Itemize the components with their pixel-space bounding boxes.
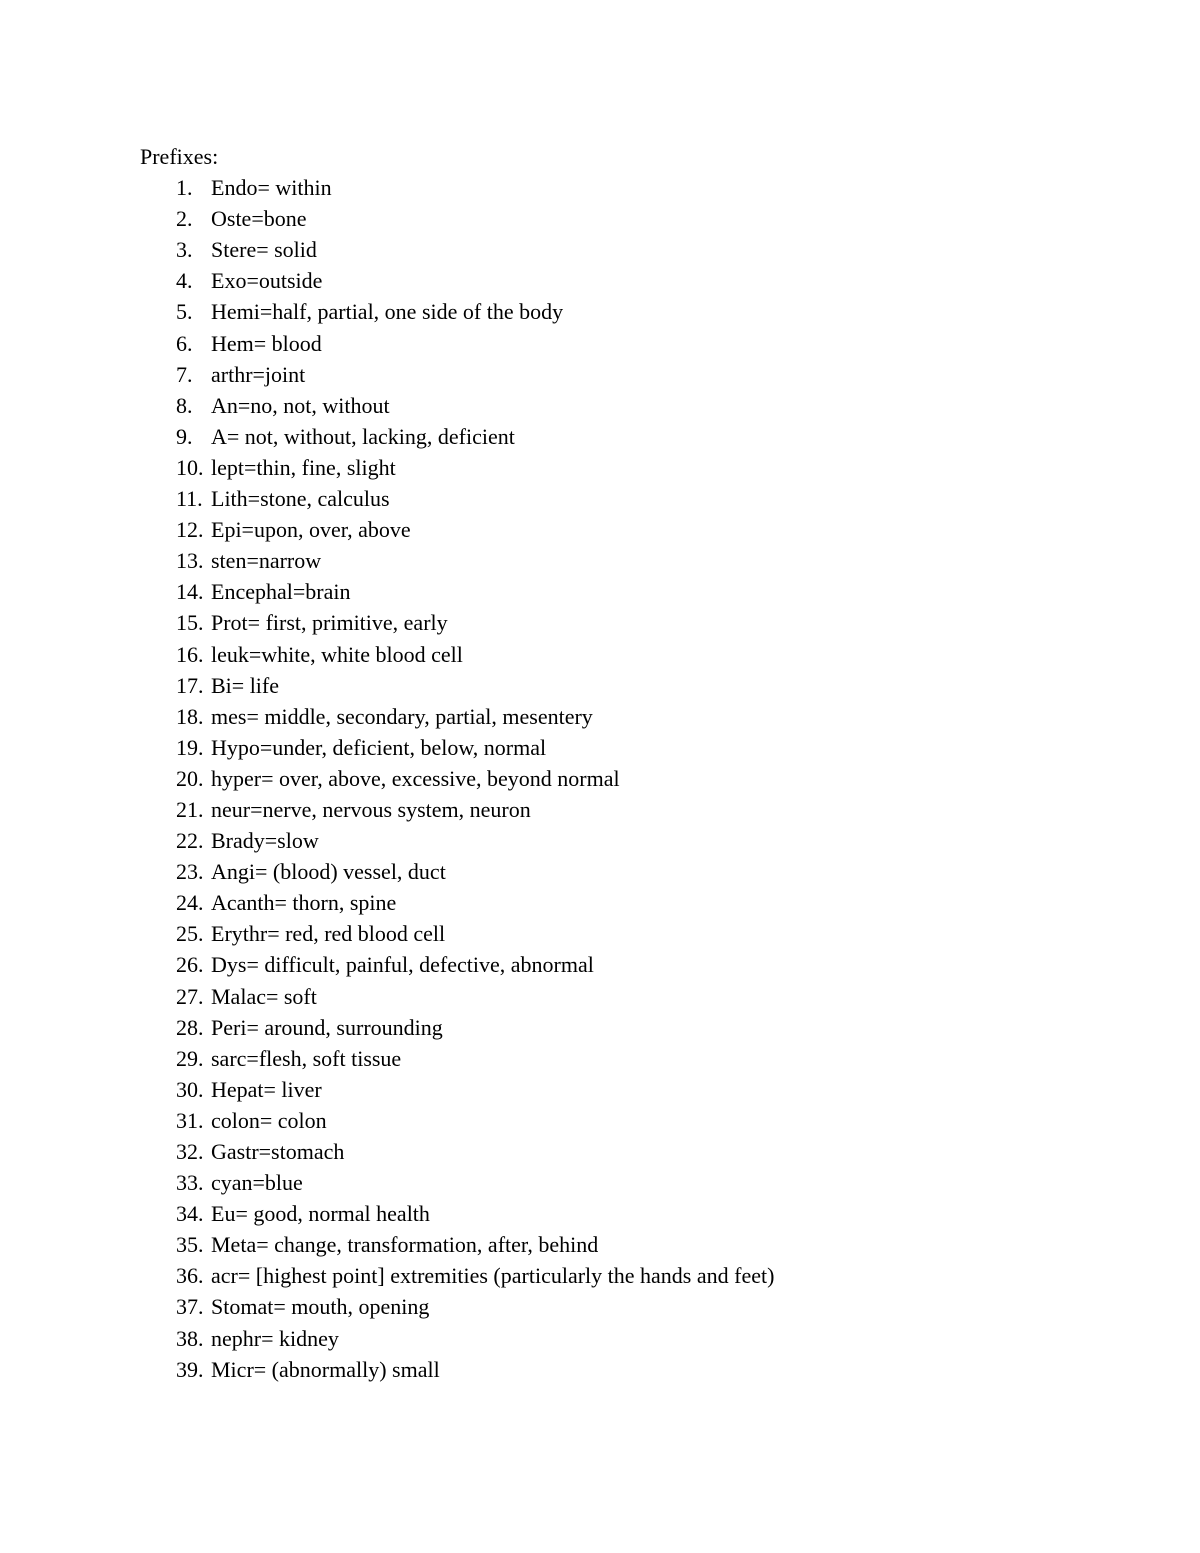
list-item-number: 26. bbox=[176, 952, 204, 978]
list-item-number: 6. bbox=[176, 330, 193, 356]
list-item bbox=[140, 203, 1080, 234]
list-item-text: Acanth= thorn, spine bbox=[211, 890, 397, 916]
list-item-text: Encephal=brain bbox=[211, 579, 351, 605]
list-item bbox=[140, 1323, 1080, 1354]
list-item-number: 13. bbox=[176, 548, 204, 574]
list-item-text: Dys= difficult, painful, defective, abnormal bbox=[211, 952, 594, 978]
list-item bbox=[140, 172, 1080, 203]
list-item-text: nephr= kidney bbox=[211, 1325, 339, 1351]
list-item bbox=[140, 1198, 1080, 1229]
list-item-text: Gastr=stomach bbox=[211, 1139, 345, 1164]
list-item-number: 29. bbox=[176, 1045, 204, 1071]
list-item bbox=[140, 390, 1080, 421]
list-item-text: Endo= within bbox=[211, 175, 332, 201]
list-item bbox=[140, 514, 1080, 545]
list-item-text: colon= colon bbox=[211, 1107, 327, 1133]
list-item bbox=[140, 1260, 1080, 1291]
list-item-number: 9. bbox=[176, 423, 193, 449]
list-item-number: 16. bbox=[176, 641, 204, 667]
list-item-text: Eu= good, normal health bbox=[211, 1201, 430, 1227]
list-item-number: 4. bbox=[176, 268, 193, 294]
list-item bbox=[140, 1012, 1080, 1043]
list-item bbox=[140, 1043, 1080, 1074]
list-item bbox=[140, 1136, 1080, 1167]
list-item-number: 39. bbox=[176, 1356, 204, 1382]
list-item-number: 38. bbox=[176, 1325, 204, 1351]
list-item bbox=[140, 856, 1080, 887]
list-item-number: 31. bbox=[176, 1107, 204, 1133]
list-item bbox=[140, 452, 1080, 483]
list-item-text: Exo=outside bbox=[211, 268, 323, 294]
list-item-number: 28. bbox=[176, 1014, 204, 1040]
list-item-number: 20. bbox=[176, 765, 204, 791]
list-item-text: Brady=slow bbox=[211, 828, 319, 854]
list-item-number: 11. bbox=[176, 486, 203, 512]
list-item bbox=[140, 1167, 1080, 1198]
list-item bbox=[140, 234, 1080, 265]
list-item bbox=[140, 421, 1080, 452]
list-item bbox=[140, 1074, 1080, 1105]
list-item-number: 19. bbox=[176, 734, 204, 760]
list-item-text: Hypo=under, deficient, below, normal bbox=[211, 734, 547, 760]
list-item bbox=[140, 981, 1080, 1012]
list-item bbox=[140, 887, 1080, 918]
list-item bbox=[140, 483, 1080, 514]
list-item-number: 27. bbox=[176, 983, 204, 1009]
list-item-text: sten=narrow bbox=[211, 548, 322, 574]
list-item-number: 12. bbox=[176, 517, 204, 543]
list-item-text: lept=thin, fine, slight bbox=[211, 454, 396, 480]
list-item-number: 33. bbox=[176, 1170, 204, 1196]
list-item-number: 18. bbox=[176, 703, 204, 729]
list-item-number: 37. bbox=[176, 1294, 204, 1320]
list-item-number: 10. bbox=[176, 454, 204, 480]
list-item-number: 17. bbox=[176, 672, 204, 698]
list-item bbox=[140, 296, 1080, 327]
list-item bbox=[140, 763, 1080, 794]
list-item bbox=[140, 545, 1080, 576]
list-item-text: Micr= (abnormally) small bbox=[211, 1356, 440, 1382]
list-item-number: 30. bbox=[176, 1076, 204, 1102]
prefix-list bbox=[140, 172, 1080, 1385]
list-item bbox=[140, 359, 1080, 390]
list-item bbox=[140, 1229, 1080, 1260]
list-item-number: 34. bbox=[176, 1201, 204, 1227]
document-content bbox=[140, 141, 1080, 1385]
list-item-text: Lith=stone, calculus bbox=[211, 486, 390, 512]
list-item-text: neur=nerve, nervous system, neuron bbox=[211, 796, 531, 822]
list-item-number: 25. bbox=[176, 921, 204, 947]
list-item-text: Prot= first, primitive, early bbox=[211, 610, 448, 636]
list-item bbox=[140, 825, 1080, 856]
list-item-number: 14. bbox=[176, 579, 204, 605]
list-item-text: Bi= life bbox=[211, 672, 280, 698]
list-item bbox=[140, 576, 1080, 607]
list-item bbox=[140, 918, 1080, 949]
list-item-text: Hem= blood bbox=[211, 330, 322, 356]
list-item-number: 1. bbox=[176, 175, 193, 201]
list-item bbox=[140, 1354, 1080, 1385]
list-item-number: 32. bbox=[176, 1139, 204, 1164]
list-item-text: acr= [highest point] extremities (particularly the hands and feet) bbox=[211, 1263, 775, 1289]
list-item-text: Hepat= liver bbox=[211, 1076, 322, 1102]
list-item-text: Oste=bone bbox=[211, 206, 307, 232]
list-item-text: Malac= soft bbox=[211, 983, 317, 1009]
list-item-text: hyper= over, above, excessive, beyond normal bbox=[211, 765, 620, 791]
list-item-text: Stere= solid bbox=[211, 237, 317, 263]
list-item-text: leuk=white, white blood cell bbox=[211, 641, 463, 667]
list-item-text: A= not, without, lacking, deficient bbox=[211, 423, 515, 449]
list-item-number: 8. bbox=[176, 392, 193, 418]
list-item-text: sarc=flesh, soft tissue bbox=[211, 1045, 402, 1071]
list-item-number: 21. bbox=[176, 796, 204, 822]
list-item-number: 15. bbox=[176, 610, 204, 636]
list-item bbox=[140, 265, 1080, 296]
list-item bbox=[140, 328, 1080, 359]
list-item-text: Hemi=half, partial, one side of the body bbox=[211, 299, 564, 325]
list-item bbox=[140, 949, 1080, 980]
list-item-text: cyan=blue bbox=[211, 1170, 303, 1196]
list-item-text: mes= middle, secondary, partial, mesentery bbox=[211, 703, 593, 729]
list-item-number: 24. bbox=[176, 890, 204, 916]
list-item-text: arthr=joint bbox=[211, 361, 306, 387]
list-item bbox=[140, 1105, 1080, 1136]
list-item bbox=[140, 670, 1080, 701]
list-item-text: Meta= change, transformation, after, behind bbox=[211, 1232, 599, 1258]
list-item-text: Stomat= mouth, opening bbox=[211, 1294, 430, 1320]
list-item bbox=[140, 639, 1080, 670]
list-item bbox=[140, 794, 1080, 825]
list-item-number: 5. bbox=[176, 299, 193, 325]
page-title: Prefixes: bbox=[140, 144, 219, 169]
list-item-number: 3. bbox=[176, 237, 193, 263]
list-item-text: An=no, not, without bbox=[211, 392, 390, 418]
list-item-text: Angi= (blood) vessel, duct bbox=[211, 859, 446, 885]
list-item-number: 2. bbox=[176, 206, 193, 232]
list-item bbox=[140, 732, 1080, 763]
list-item-text: Erythr= red, red blood cell bbox=[211, 921, 446, 947]
list-item-text: Peri= around, surrounding bbox=[211, 1014, 443, 1040]
list-item bbox=[140, 1291, 1080, 1322]
list-item-text: Epi=upon, over, above bbox=[211, 517, 411, 543]
list-item-number: 35. bbox=[176, 1232, 204, 1258]
list-item bbox=[140, 701, 1080, 732]
list-item-number: 36. bbox=[176, 1263, 204, 1289]
list-item-number: 7. bbox=[176, 361, 193, 387]
list-item-number: 23. bbox=[176, 859, 204, 885]
list-item bbox=[140, 607, 1080, 638]
list-item-number: 22. bbox=[176, 828, 204, 854]
